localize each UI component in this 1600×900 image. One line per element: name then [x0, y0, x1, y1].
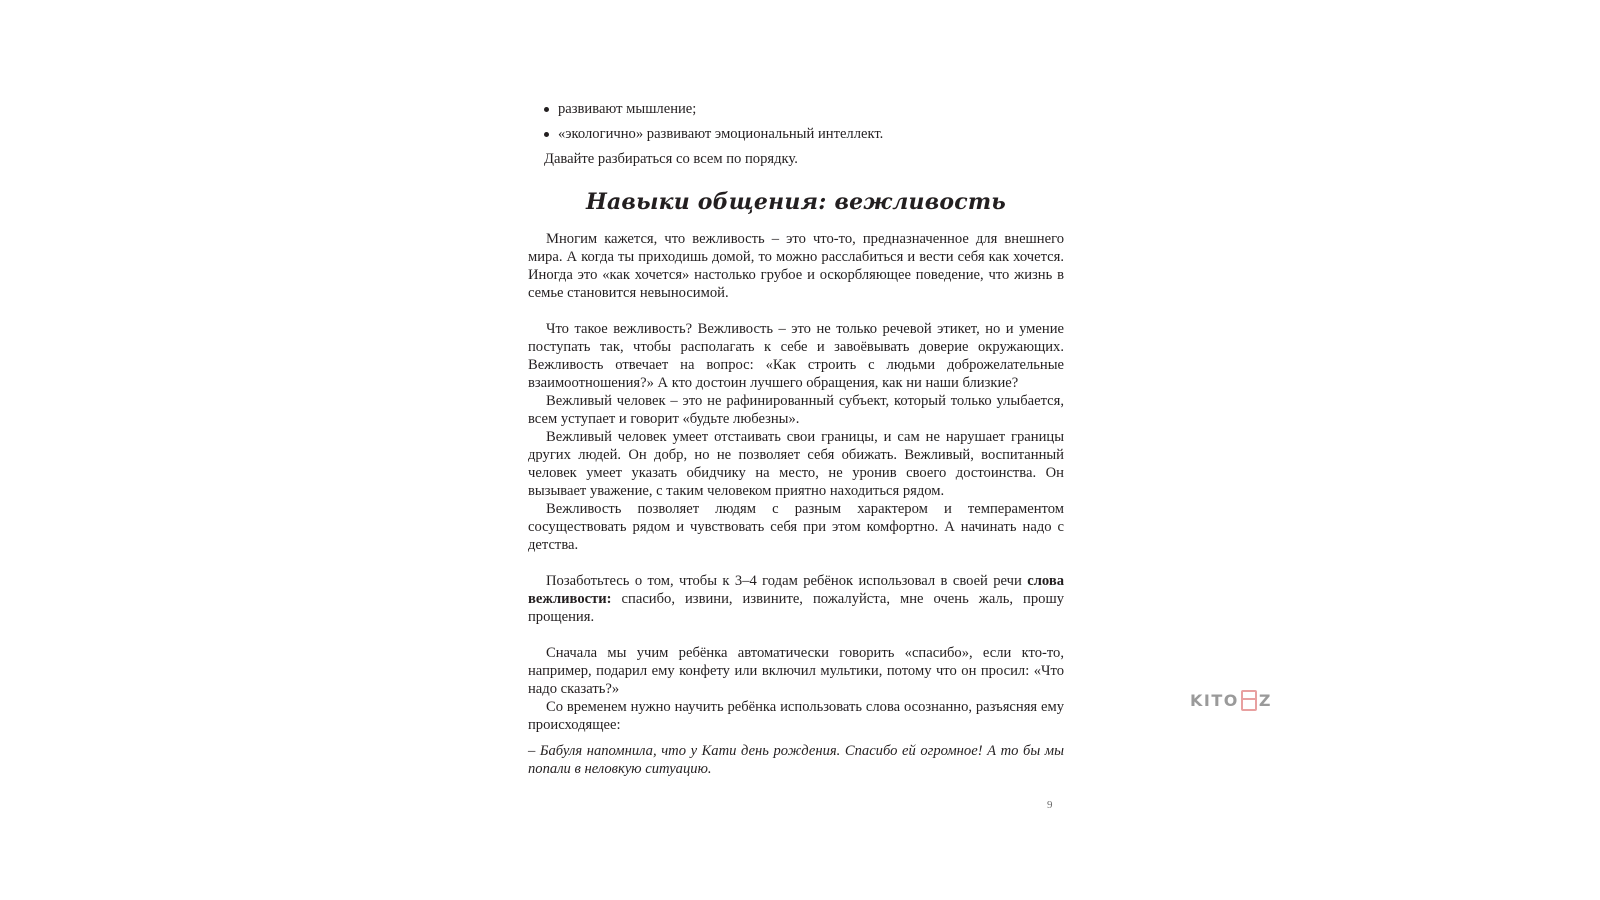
paragraph-gap — [528, 554, 1064, 572]
paragraph-gap — [528, 302, 1064, 320]
bold-term: слова вежливости: — [528, 573, 1064, 607]
book-page — [528, 100, 1064, 778]
italic-quote: – Бабуля напомнила, что у Кати день рождения. Спасибо ей огромное! А то бы мы попали в неловкую ситуацию. — [528, 743, 1064, 777]
watermark-logo — [1190, 690, 1272, 711]
book-icon — [1241, 690, 1257, 711]
paragraph: Многим кажется, что вежливость – это что-то, предназначенное для внешнего мира. А когда ты приходишь домой, то можно расслабиться и вести себя как хочется. Иногда это «как хочется» настолько грубое и оскорбляющее поведение, что жизнь в семье становится невыносимой. — [528, 231, 1064, 301]
paragraph-text: спасибо, извини, извините, пожалуйста, мне очень жаль, прошу прощения. — [528, 591, 1064, 625]
paragraph: Вежливость позволяет людям с разным характером и темпераментом сосуществовать рядом и чувствовать себя при этом комфортно. А начинать надо с детства. — [528, 501, 1064, 553]
section-heading: Навыки общения: вежливость — [585, 189, 1007, 215]
bullet-list — [528, 100, 1064, 143]
paragraph: Вежливый человек умеет отстаивать свои границы, и сам не нарушает границы других людей. Он добр, но не позволяет себя обижать. Вежливый, воспитанный человек умеет указать обидчику на место, не уронив своего достоинства. Он вызывает уважение, с таким человеком приятно находиться рядом. — [528, 429, 1064, 499]
paragraph-gap — [528, 626, 1064, 644]
bullet-item: развивают мышление; — [544, 100, 1064, 118]
paragraph-politeness-words — [528, 572, 1064, 626]
paragraph: Со временем нужно научить ребёнка использовать слова осознанно, разъясняя ему происходящее: — [528, 699, 1064, 733]
paragraph: Вежливый человек – это не рафинированный субъект, который только улыбается, всем уступает и говорит «будьте любезны». — [528, 393, 1064, 427]
bullet-item: «экологично» развивают эмоциональный интеллект. — [544, 125, 1064, 143]
watermark-text: Z — [1258, 691, 1272, 710]
paragraph-text: Позаботьтесь о том, чтобы к 3–4 годам ребёнок использовал в своей речи — [546, 573, 1028, 589]
watermark-text: KITO — [1190, 691, 1239, 710]
paragraph: Сначала мы учим ребёнка автоматически говорить «спасибо», если кто-то, например, подарил ему конфету или включил мультики, потому что он просил: «Что надо сказать?» — [528, 645, 1064, 697]
page-number: 9 — [1047, 799, 1053, 811]
paragraph: Что такое вежливость? Вежливость – это не только речевой этикет, но и умение поступать так, чтобы располагать к себе и завоёвывать доверие окружающих. Вежливость отвечает на вопрос: «Как строить с людьми доброжелательные взаимоотношения?» А кто достоин лучшего обращения, как ни наши близкие? — [528, 321, 1064, 391]
intro-line: Давайте разбираться со всем по порядку. — [544, 151, 798, 167]
